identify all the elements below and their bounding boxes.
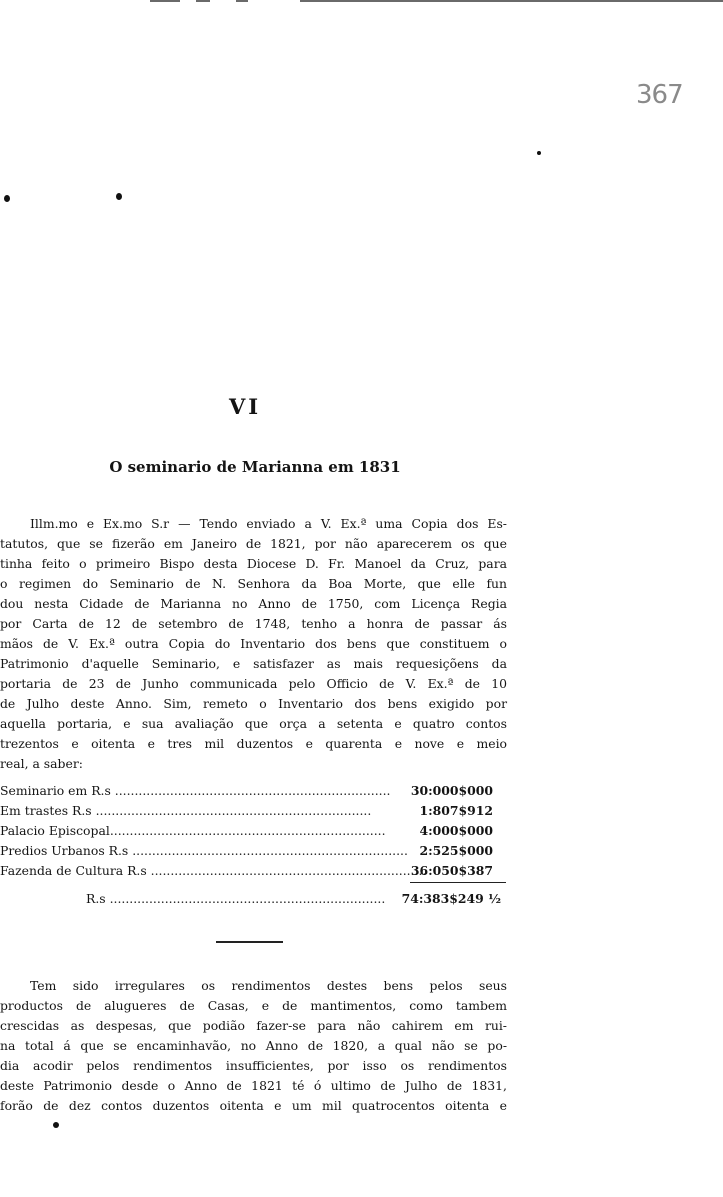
paragraph-line: tatutos, que se fizerão em Janeiro de 1821, por não aparecerem os que (0, 536, 507, 551)
paragraph-line: por Carta de 12 de setembro de 1748, tenho a honra de passar ás (0, 616, 507, 631)
paragraph-line: Patrimonio d'aquelle Seminario, e satisfazer as mais requesiçõens da (0, 656, 507, 671)
inventory-label: Fazenda de Cultura R.s ...................................................................... (0, 863, 427, 878)
sum-rule (410, 882, 506, 883)
paragraph-line: Illm.mo e Ex.mo S.r — Tendo enviado a V. Ex.ª uma Copia dos Es- (30, 516, 507, 531)
ink-speck (4, 195, 10, 202)
total-value: 74:383$249 ½ (401, 891, 501, 906)
total-label: R.s ...................................................................... (86, 891, 386, 906)
inventory-value: 36:050$387 (410, 863, 493, 878)
paragraph-line: real, a saber: (0, 756, 83, 771)
page-number: 367 (636, 80, 683, 110)
chapter-numeral: VI (228, 394, 262, 419)
inventory-row (0, 821, 507, 841)
paragraph-line: crescidas as despesas, que podião fazer-se para não cahirem em rui- (0, 1018, 507, 1033)
paragraph-line: tinha feito o primeiro Bispo desta Diocese D. Fr. Manoel da Cruz, para (0, 556, 507, 571)
paragraph-line: o regimen do Seminario de N. Senhora da Boa Morte, que elle fun (0, 576, 507, 591)
total-row (0, 889, 507, 909)
ink-speck (537, 151, 541, 155)
inventory-label: Em trastes R.s ...................................................................... (0, 803, 372, 818)
paragraph-line: mãos de V. Ex.ª outra Copia do Inventario dos bens que constituem o (0, 636, 507, 651)
section-divider (216, 941, 283, 943)
paragraph-line: portaria de 23 de Junho communicada pelo Officio de V. Ex.ª de 10 (0, 676, 507, 691)
inventory-row (0, 841, 507, 861)
inventory-label: Palacio Episcopal...................................................................... (0, 823, 386, 838)
paragraph-line: dou nesta Cidade de Marianna no Anno de 1750, com Licença Regia (0, 596, 507, 611)
paragraph-line: de Julho deste Anno. Sim, remeto o Inventario dos bens exigido por (0, 696, 507, 711)
ink-speck (116, 193, 122, 200)
paragraph-line: aquella portaria, e sua avaliação que orça a setenta e quatro contos (0, 716, 507, 731)
inventory-label: Predios Urbanos R.s ...................................................................... (0, 843, 408, 858)
inventory-value: 4:000$000 (419, 823, 493, 838)
paragraph-line: forão de dez contos duzentos oitenta e um mil quatrocentos oitenta e (0, 1098, 507, 1113)
inventory-row (0, 801, 507, 821)
paragraph-line: dia acodir pelos rendimentos insufficientes, por isso os rendimentos (0, 1058, 507, 1073)
inventory-row (0, 781, 507, 801)
inventory-value: 30:000$000 (410, 783, 493, 798)
inventory-value: 2:525$000 (419, 843, 493, 858)
paragraph-line: Tem sido irregulares os rendimentos destes bens pelos seus (30, 978, 507, 993)
scan-top-edge (0, 0, 723, 3)
inventory-value: 1:807$912 (419, 803, 493, 818)
paragraph-line: trezentos e oitenta e tres mil duzentos e quarenta e nove e meio (0, 736, 507, 751)
ink-speck (53, 1122, 59, 1128)
paragraph-line: productos de alugueres de Casas, e de mantimentos, como tambem (0, 998, 507, 1013)
chapter-title: O seminario de Marianna em 1831 (109, 458, 401, 476)
paragraph-line: na total á que se encaminhavão, no Anno de 1820, a qual não se po- (0, 1038, 507, 1053)
inventory-label: Seminario em R.s ...................................................................... (0, 783, 391, 798)
paragraph-line: deste Patrimonio desde o Anno de 1821 té ó ultimo de Julho de 1831, (0, 1078, 507, 1093)
inventory-row (0, 861, 507, 881)
